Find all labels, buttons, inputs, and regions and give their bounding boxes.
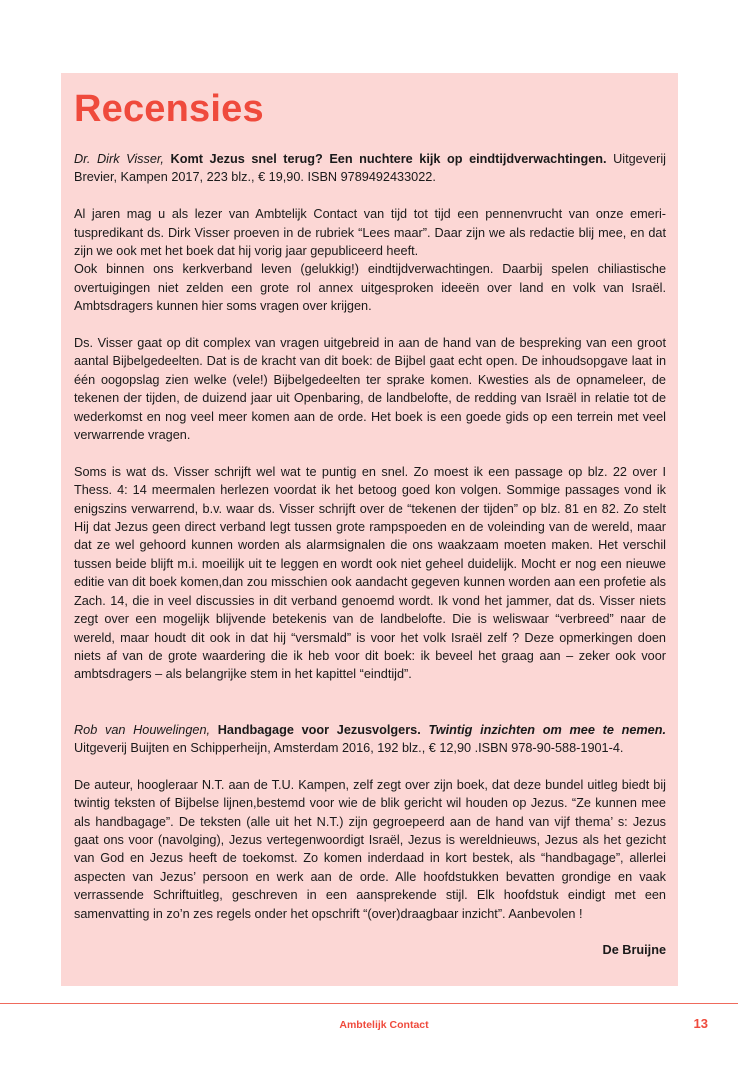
footer-divider <box>0 1003 738 1004</box>
review2-publication: Uitgeverij Buijten en Schipperheijn, Amsterdam 2016, 192 blz., € 12,90 .ISBN 978-90-588-1901-4. <box>74 740 624 755</box>
review2-paragraph: De auteur, hoogleraar N.T. aan de T.U. Kampen, zelf zegt over zijn boek, dat deze bundel uitleg biedt bij twintig teksten of Bijbelse lijnen,bestemd voor wie de blik gericht wil houden op Jezus. “Ze kunnen mee als handbagage”. De teksten (alle uit het N.T.) zijn gegroepeerd aan de hand van vijf thema’ s: Jezus gaat ons voor (navolging), Jezus vertegenwoordigt Israël, Jezus is wereldnieuws, Jezus als het gezicht van God en Jezus heeft de toekomst. Zo komen inderdaad in kort bestek, als “handbagage”, allerlei aspecten van Jezus’ persoon en werk aan de orde. Alle hoofdstukken bevatten grondige en vaak verrassende Schriftuitleg, geschreven in een aansprekende stijl. Elk hoofdstuk eindigt met een samenvatting in zo’n zes regels onder het opschrift “(over)draagbaar inzicht”. Aanbevolen ! <box>74 777 666 921</box>
review2-subtitle: Twintig inzichten om mee te nemen. <box>428 722 667 737</box>
review1-publication: Uitgeverij Brevier, Kampen 2017, 223 blz., € 19,90. ISBN 9789492433022. <box>74 152 666 185</box>
review1-paragraph: Soms is wat ds. Visser schrijft wel wat te puntig en snel. Zo moest ik een passage op blz. 22 over I Thess. 4: 14 meermalen herlezen voordat ik het betoog goed kon volgen. Sommige passages vond ik enigszins verwarrend, b.v. waar ds. Visser schrijft over de “tekenen der tijden” op blz. 81 en 82. Zo stelt Hij dat Jezus geen direct verband legt tussen grote rampspoeden en de voleinding van de wereld, maar dat ze wel gehoord kunnen worden als alarmsignalen die ons waakzaam moeten maken. Het verschil tussen beide blijft m.i. moeilijk uit te leggen en wordt ook niet geheel duidelijk. Mocht er nog een nieuwe editie van dit boek komen,dan zou misschien ook aandacht gegeven kunnen worden aan een profetie als Zach. 14, die in veel discussies in dit verband genoemd wordt. Ik vond het jammer, dat ds. Visser niets zegt over een mogelijk blijvende betekenis van de landbelofte. Die is weliswaar “verbreed” naar de wereld, maar houdt dit ook in dat hij “versmald” is voor het volk Israël zelf ? Deze opmerkingen doen niets af van de grote waardering die ik heb voor dit boek: ik beveel het graag aan – zeker ook voor ambtsdragers – als belangrijke stem in het kapittel “eindtijd”. <box>74 464 666 682</box>
review2-citation <box>74 721 666 758</box>
signature: De Bruijne <box>602 943 666 958</box>
page-title: Recensies <box>74 88 264 130</box>
review2-author: Rob van Houwelingen, <box>74 722 211 737</box>
review1-citation <box>74 150 666 187</box>
review-content <box>74 150 666 960</box>
review2-book-title: Handbagage voor Jezusvolgers. <box>217 722 421 737</box>
review1-book-title: Komt Jezus snel terug? Een nuchtere kijk op eindtijdverwachtingen. <box>170 152 607 166</box>
review1-paragraph: Ook binnen ons kerkverband leven (gelukkig!) eindtijdverwachtingen. Daarbij spelen chiliastische overtuigingen niet zelden een grote rol annex uitgesproken ideeën over land en volk van Israël. Ambtsdragers kunnen hier soms vragen over krijgen. <box>74 262 666 314</box>
page-number: 13 <box>693 1016 708 1031</box>
review1-paragraph: Al jaren mag u als lezer van Ambtelijk Contact van tijd tot tijd een pennenvrucht van onze emerituspredikant ds. Dirk Visser proeven in de rubriek “Lees maar”. Daar zijn we als redactie blij mee, en dat zijn we ook met het boek dat hij vorig jaar gepubliceerd heeft. <box>74 207 666 259</box>
footer-journal-name: Ambtelijk Contact <box>339 1019 429 1031</box>
review1-paragraph: Ds. Visser gaat op dit complex van vragen uitgebreid in aan de hand van de bespreking van een groot aantal Bijbelgedeelten. Dat is de kracht van dit boek: de Bijbel gaat echt open. De inhoudsopgave laat in één oogopslag zien welke (vele!) Bijbelgedeelten ter sprake komen. Kwesties als de opnameleer, de tekenen der tijden, de duizend jaar uit Openbaring, de landbelofte, de redding van Israël in relatie tot de wederkomst en nog veel meer komen aan de orde. Het boek is een goede gids op een terrein met veel verwarrende vragen. <box>74 336 666 443</box>
review1-author: Dr. Dirk Visser, <box>74 152 164 166</box>
